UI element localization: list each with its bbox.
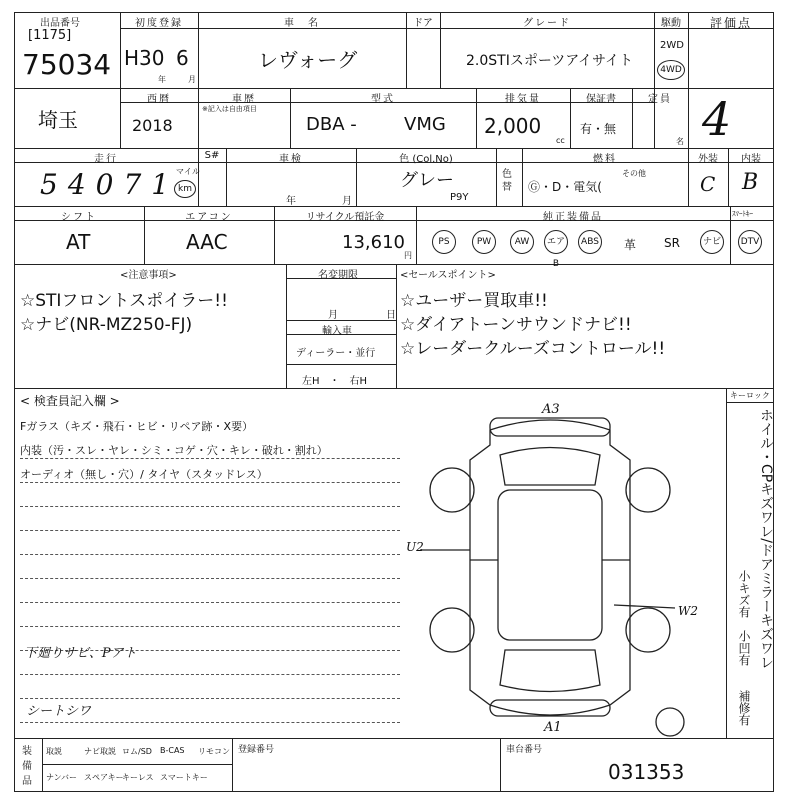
ac-value: AAC — [186, 230, 228, 254]
grid-line — [42, 738, 43, 792]
auction-label: 出品番号 — [40, 18, 80, 29]
damage-pointer — [614, 605, 675, 608]
keylock-label: キーロック — [730, 391, 770, 400]
sharp-label: S# — [204, 150, 220, 161]
minor-dent-note: 小凹有 — [737, 630, 751, 666]
smartkey-label: ｽﾏｰﾄｷｰ — [732, 210, 753, 218]
equipment-item: 革 — [624, 238, 637, 252]
grid-line — [14, 206, 774, 207]
exterior-grade: C — [700, 172, 716, 196]
sales-line: ☆ユーザー買取車!! — [400, 291, 548, 311]
grid-line — [14, 264, 774, 265]
car-name: レヴォーグ — [258, 48, 358, 72]
footer-item: リモコン — [198, 747, 230, 756]
fuel-other: その他 — [622, 169, 646, 178]
caution-line: ☆STIフロントスポイラー!! — [20, 291, 228, 311]
handwritten-note-underbody: 下廻りサビ、Pアト — [24, 646, 137, 661]
dashed-rule — [20, 722, 400, 723]
ac-label: エアコン — [185, 212, 233, 223]
history-note: ※記入は自由項目 — [202, 105, 257, 113]
sales-line: ☆ダイアトーンサウンドナビ!! — [400, 315, 632, 335]
dashed-rule — [20, 698, 400, 699]
score-value: 4 — [702, 92, 732, 146]
grid-line — [654, 12, 655, 148]
grid-line — [286, 320, 396, 321]
wheel-front-left — [430, 468, 474, 512]
footer-item: スマートキー — [160, 773, 208, 782]
dashed-rule — [20, 482, 400, 483]
dashed-rule — [20, 578, 400, 579]
history-label: 車歴 — [232, 94, 256, 105]
interior-label: 内装 — [741, 154, 761, 165]
car-roof — [498, 490, 602, 640]
grid-line — [500, 738, 501, 792]
mark-a3: A3 — [542, 402, 560, 417]
wheel-rear-left — [430, 608, 474, 652]
grid-line — [42, 764, 232, 765]
score-label: 評価点 — [709, 16, 752, 30]
dashed-rule — [20, 506, 400, 507]
model-code: VMG — [404, 114, 446, 135]
mark-a1: A1 — [544, 720, 562, 735]
equipment-label: 純正装備品 — [543, 212, 603, 223]
warranty-value: 有・無 — [580, 122, 617, 136]
color-label: 色 (Col.No) — [399, 154, 453, 165]
grid-line — [496, 148, 497, 206]
chassis-number: 031353 — [608, 760, 685, 784]
inspection-label: 車検 — [279, 154, 303, 165]
door-label: ドア — [413, 18, 433, 29]
equipment-side-char: 備 — [22, 761, 32, 772]
first-reg-month: 6 — [176, 46, 189, 70]
interior-grade: B — [742, 170, 759, 195]
drive-2wd: 2WD — [660, 40, 684, 51]
dashed-rule — [20, 602, 400, 603]
shift-value: AT — [66, 230, 91, 254]
first-reg-label: 初度登録 — [135, 18, 183, 29]
grid-line — [14, 738, 774, 739]
dashed-rule — [20, 626, 400, 627]
year-label: 西暦 — [147, 94, 171, 105]
grid-line — [396, 264, 397, 388]
repair-note: 補修有 — [737, 690, 751, 726]
shift-label: シフト — [61, 212, 97, 223]
car-body-outline — [470, 420, 630, 715]
drive-4wd-circled: 4WD — [657, 60, 685, 80]
import-label: 輸入車 — [322, 326, 352, 337]
dealer-value: ディーラー・並行 — [296, 348, 376, 359]
dashed-rule — [20, 530, 400, 531]
grid-line — [120, 12, 121, 148]
spare-tire — [656, 708, 684, 736]
equipment-item: DTV — [738, 230, 762, 254]
color-change-label: 色替 — [502, 169, 512, 193]
sales-label: <セールスポイント> — [400, 270, 496, 281]
grid-line — [14, 388, 774, 389]
drive-label: 駆動 — [661, 18, 681, 29]
displacement: 2,000 — [484, 114, 542, 138]
capacity-label: 定員 — [648, 94, 672, 105]
footer-item: 取説 — [46, 747, 62, 756]
dashed-rule — [20, 674, 400, 675]
inspector-title: < 検査員記入欄 > — [20, 394, 120, 408]
grid-line — [730, 206, 731, 264]
footer-item: スペアキー — [84, 773, 124, 782]
grid-line — [688, 12, 689, 148]
exterior-label: 外装 — [698, 154, 718, 165]
yen-unit: 円 — [404, 251, 412, 260]
lot-prefix: [1175] — [28, 28, 72, 43]
caution-line: ☆ナビ(NR-MZ250-FJ) — [20, 315, 193, 335]
recycle-label: リサイクル預託金 — [305, 212, 385, 223]
footer-item: ナンバー — [46, 773, 78, 782]
sales-line: ☆レーダークルーズコントロール!! — [400, 339, 666, 359]
grid-line — [726, 402, 774, 403]
lot-number: 75034 — [22, 48, 112, 81]
grid-line — [286, 364, 396, 365]
footer-item: キーレス — [122, 773, 154, 782]
mileage-label: 走行 — [94, 154, 118, 165]
handwritten-note-seat: シートシワ — [26, 704, 92, 719]
equipment-item: PS — [432, 230, 456, 254]
grid-line — [14, 148, 774, 149]
wheel-front-right — [626, 468, 670, 512]
equipment-item: エアB — [544, 230, 568, 254]
minor-scratch-note: 小キズ有 — [737, 570, 751, 618]
year-value: 2018 — [132, 116, 173, 135]
equipment-side-char: 品 — [22, 776, 32, 787]
mileage-value: 54071 — [40, 168, 180, 201]
steering-value: 左H ・ 右H — [302, 376, 368, 387]
recycle-value: 13,610 — [342, 232, 405, 253]
grade: 2.0STIスポーツアイサイト — [466, 53, 634, 69]
inspection-year-unit: 年 — [286, 196, 296, 207]
equipment-item: AW — [510, 230, 534, 254]
model-prefix: DBA - — [306, 114, 357, 135]
footer-item: ロム/SD — [122, 747, 152, 756]
dashed-rule — [20, 554, 400, 555]
month-label: 月 — [328, 310, 338, 321]
first-reg-year: H30 — [124, 46, 165, 70]
car-damage-diagram — [400, 400, 720, 740]
equipment-item: ABS — [578, 230, 602, 254]
mark-u2: U2 — [406, 540, 424, 554]
footer-item: ナビ取説 — [84, 747, 116, 756]
equipment-side-char: 装 — [22, 746, 32, 757]
wheel-rear-right — [626, 608, 670, 652]
month-unit: 月 — [188, 75, 196, 84]
mile-unit: マイル — [176, 167, 200, 176]
inspection-line-glass: Fガラス（キズ・飛石・ヒビ・リペア跡・X要） — [20, 420, 254, 433]
equipment-side-label — [22, 744, 34, 789]
inspection-line-interior: 内装（汚・スレ・ヤレ・シミ・コゲ・穴・キレ・破れ・割れ） — [20, 444, 328, 457]
capacity-unit: 名 — [676, 137, 684, 146]
cc-unit: cc — [556, 136, 565, 145]
inspection-month-unit: 月 — [342, 196, 352, 207]
car-rear-window — [500, 650, 600, 692]
grid-line — [232, 738, 233, 792]
equipment-item: SR — [664, 236, 680, 250]
equipment-item: PW — [472, 230, 496, 254]
color-value: グレー — [400, 170, 454, 191]
rear-bumper — [490, 700, 610, 716]
grade-label: グレード — [523, 18, 571, 29]
dashed-rule — [20, 458, 400, 459]
displacement-label: 排気量 — [505, 94, 541, 105]
fuel-options: Ⓖ・D・電気( — [528, 180, 602, 194]
title-change-label: 名変期限 — [318, 270, 358, 281]
mark-w2: W2 — [678, 604, 698, 618]
caution-label: <注意事項> — [120, 270, 177, 281]
fuel-label: 燃料 — [593, 154, 617, 165]
day-label: 日 — [386, 310, 396, 321]
chassis-label: 車台番号 — [506, 745, 543, 755]
car-name-label: 車 名 — [284, 18, 320, 29]
grid-line — [286, 264, 287, 388]
warranty-label: 保証書 — [586, 94, 616, 105]
prefecture: 埼玉 — [38, 108, 78, 132]
wheel-damage-note: ホイル・CPキズワレ/ドアミラーキズワレ — [758, 408, 774, 669]
model-label: 型式 — [371, 94, 395, 105]
grid-line — [14, 88, 774, 89]
grid-line — [726, 388, 727, 738]
year-unit: 年 — [158, 75, 166, 84]
km-unit-circled: km — [174, 180, 196, 198]
inspection-line-audio: オーディオ（無し・穴）/ タイヤ（スタッドレス） — [20, 468, 268, 481]
car-windshield — [500, 448, 600, 486]
equipment-item: ナビ — [700, 230, 724, 254]
registration-label: 登録番号 — [238, 745, 275, 755]
color-code: P9Y — [450, 192, 469, 203]
front-bumper — [490, 418, 610, 436]
footer-item: B-CAS — [160, 746, 185, 755]
